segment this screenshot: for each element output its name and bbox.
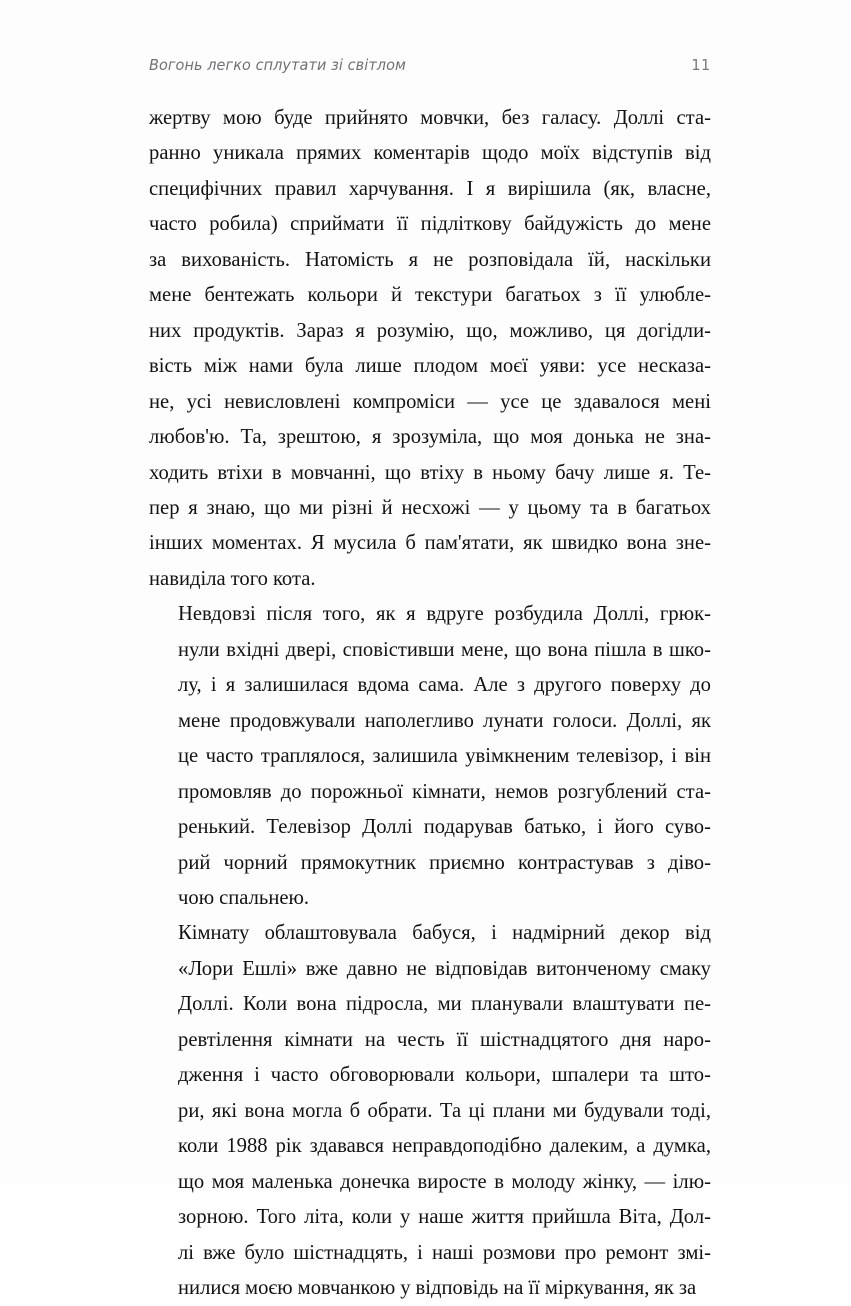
text-line: нилися моєю мовчанкою у відповідь на її міркування, як за bbox=[178, 1276, 697, 1299]
text-line: що моя маленька донечка виросте в молоду жінку, — ілю- bbox=[178, 1170, 711, 1193]
text-line: них продуктів. Зараз я розумію, що, можливо, ця догідли- bbox=[149, 319, 711, 342]
text-line: лі вже було шістнадцять, і наші розмови про ремонт змі- bbox=[178, 1241, 711, 1264]
text-line: мене бентежать кольори й текстури багатьох з її улюбле- bbox=[149, 284, 711, 307]
text-line: ранно уникала прямих коментарів щодо моїх відступів від bbox=[149, 142, 711, 165]
text-line: жертву мою буде прийнято мовчки, без галасу. Доллі ста- bbox=[149, 107, 711, 129]
text-line: Кімнату облаштовувала бабуся, і надмірний декор від bbox=[178, 922, 711, 945]
text-line: мене продовжували наполегливо лунати голоси. Доллі, як bbox=[178, 709, 711, 732]
text-line: чою спальнею. bbox=[178, 886, 310, 909]
text-line: це часто траплялося, залишила увімкненим телевізор, і він bbox=[178, 745, 711, 768]
text-line: Невдовзі після того, як я вдруге розбудила Доллі, грюк- bbox=[178, 603, 711, 626]
text-line: ри, які вона могла б обрати. Та ці плани ми будували тоді, bbox=[178, 1099, 711, 1122]
text-line: нули вхідні двері, сповістивши мене, що вона пішла в шко- bbox=[178, 638, 711, 661]
body-text bbox=[149, 101, 711, 1306]
text-line: зорною. Того літа, коли у наше життя прийшла Віта, Дол- bbox=[178, 1206, 711, 1229]
text-line: промовляв до порожньої кімнати, немов розгублений ста- bbox=[178, 780, 711, 803]
text-line: ренький. Телевізор Доллі подарував батько, і його суво- bbox=[178, 816, 711, 839]
running-head-title: Вогонь легко сплутати зі світлом bbox=[149, 56, 406, 74]
text-line: ревтілення кімнати на честь її шістнадцятого дня наро- bbox=[178, 1028, 711, 1051]
text-line: інших моментах. Я мусила б пам'ятати, як швидко вона зне- bbox=[149, 532, 711, 555]
text-line: специфічних правил харчування. І я вирішила (як, власне, bbox=[149, 177, 711, 200]
page-number: 11 bbox=[691, 56, 711, 74]
text-line: дження і часто обговорювали кольори, шпалери та што- bbox=[178, 1064, 711, 1087]
text-line: «Лори Ешлі» вже давно не відповідав витонченому смаку bbox=[178, 957, 711, 980]
text-line: за вихованість. Натомість я не розповідала їй, наскільки bbox=[149, 248, 711, 271]
paragraph bbox=[149, 101, 711, 597]
text-line: часто робила) сприймати її підліткову байдужість до мене bbox=[149, 213, 711, 236]
text-line: ходить втіхи в мовчанні, що втіху в ньому бачу лише я. Те- bbox=[149, 461, 711, 484]
text-line: рий чорний прямокутник приємно контрастував з діво- bbox=[178, 851, 711, 874]
text-line: не, усі невисловлені компроміси — усе це здавалося мені bbox=[149, 390, 711, 413]
paragraph bbox=[149, 597, 711, 916]
text-line: пер я знаю, що ми різні й несхожі — у цьому та в багатьох bbox=[149, 496, 711, 519]
text-line: навиділа того кота. bbox=[149, 567, 316, 590]
text-line: лу, і я залишилася вдома сама. Але з другого поверху до bbox=[178, 674, 711, 697]
running-head bbox=[149, 56, 711, 82]
text-line: Доллі. Коли вона підросла, ми планували влаштувати пе- bbox=[178, 993, 711, 1016]
text-line: коли 1988 рік здавався неправдоподібно далеким, а думка, bbox=[178, 1135, 711, 1158]
text-line: любов'ю. Та, зрештою, я зрозуміла, що моя донька не зна- bbox=[149, 426, 711, 449]
paragraph bbox=[149, 916, 711, 1306]
text-line: вість між нами була лише плодом моєї уяви: усе несказа- bbox=[149, 355, 711, 378]
